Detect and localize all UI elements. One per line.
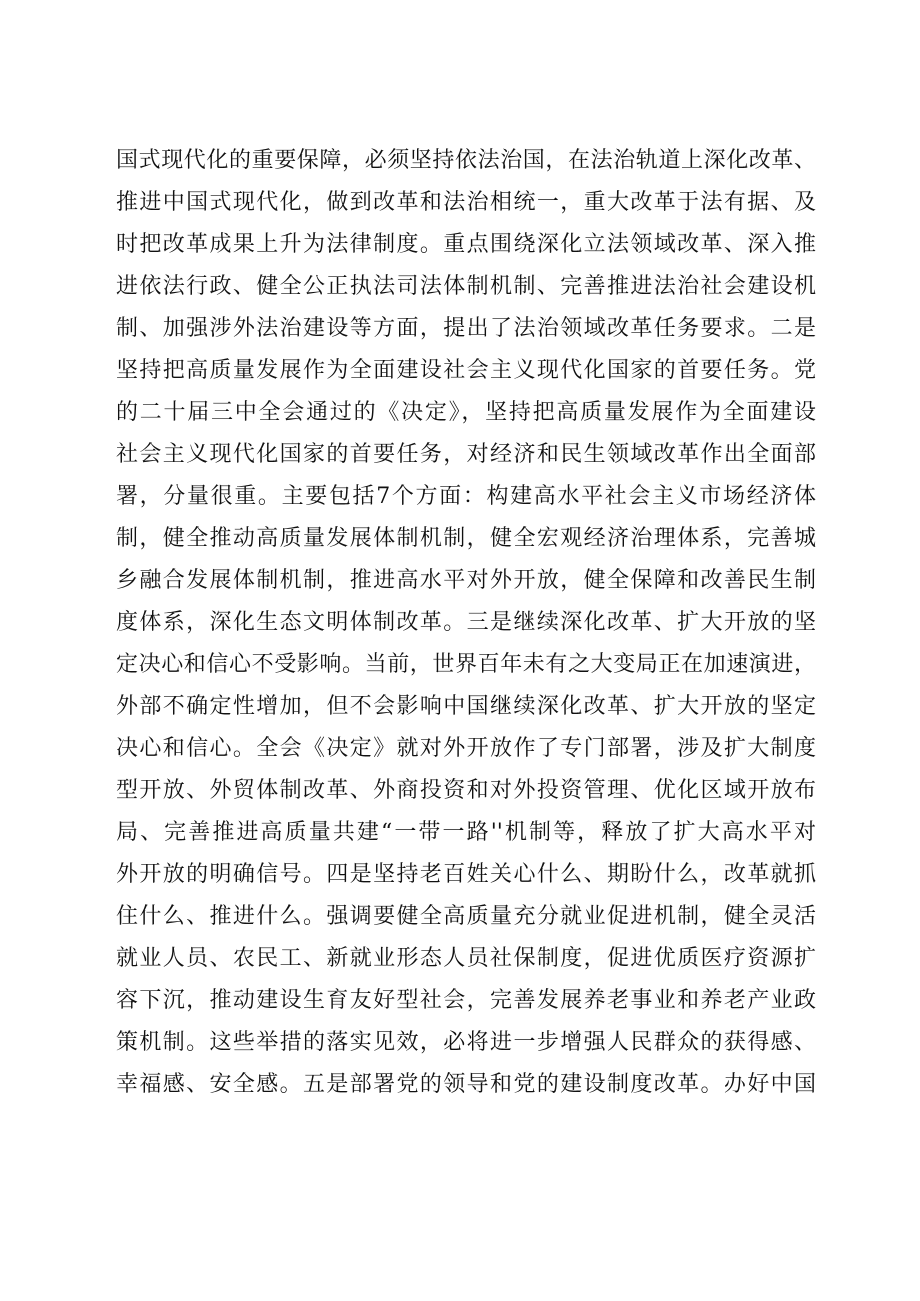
text-line: 就业人员、农民工、新就业形态人员社保制度，促进优质医疗资源扩 (116, 946, 816, 971)
text-line: 容下沉，推动建设生育友好型社会，完善发展养老事业和养老产业政 (116, 988, 816, 1013)
text-line: 制，健全推动高质量发展体制机制，健全宏观经济治理体系，完善城 (116, 526, 816, 551)
text-line: 型开放、外贸体制改革、外商投资和对外投资管理、优化区域开放布 (116, 778, 816, 803)
text-line: 进依法行政、健全公正执法司法体制机制、完善推进法治社会建设机 (116, 274, 816, 299)
body-paragraph (116, 140, 816, 1106)
text-line: 外部不确定性增加，但不会影响中国继续深化改革、扩大开放的坚定 (116, 694, 816, 719)
text-line: 定决心和信心不受影响。当前，世界百年未有之大变局正在加速演进， (116, 652, 816, 677)
text-line: 外开放的明确信号。四是坚持老百姓关心什么、期盼什么，改革就抓 (116, 862, 816, 887)
text-line: 时把改革成果上升为法律制度。重点围绕深化立法领域改革、深入推 (116, 232, 816, 257)
text-line: 的二十届三中全会通过的《决定》，坚持把高质量发展作为全面建设 (116, 400, 816, 425)
text-line: 策机制。这些举措的落实见效，必将进一步增强人民群众的获得感、 (116, 1030, 816, 1055)
text-line: 住什么、推进什么。强调要健全高质量充分就业促进机制，健全灵活 (116, 904, 816, 929)
text-line: 社会主义现代化国家的首要任务，对经济和民生领域改革作出全面部 (116, 442, 816, 467)
text-line: 决心和信心。全会《决定》就对外开放作了专门部署，涉及扩大制度 (116, 736, 816, 761)
text-line: 国式现代化的重要保障，必须坚持依法治国，在法治轨道上深化改革、 (116, 148, 816, 173)
text-line: 乡融合发展体制机制，推进高水平对外开放，健全保障和改善民生制 (116, 568, 816, 593)
text-line: 推进中国式现代化，做到改革和法治相统一，重大改革于法有据、及 (116, 190, 816, 215)
text-line: 度体系，深化生态文明体制改革。三是继续深化改革、扩大开放的坚 (116, 610, 816, 635)
text-line: 署，分量很重。主要包括7个方面：构建高水平社会主义市场经济体 (116, 484, 816, 509)
text-line: 局、完善推进高质量共建“一带一路''机制等，释放了扩大高水平对 (116, 820, 816, 845)
text-line: 制、加强涉外法治建设等方面，提出了法治领域改革任务要求。二是 (116, 316, 816, 341)
text-line: 幸福感、安全感。五是部署党的领导和党的建设制度改革。办好中国 (116, 1072, 816, 1097)
text-line: 坚持把高质量发展作为全面建设社会主义现代化国家的首要任务。党 (116, 358, 816, 383)
